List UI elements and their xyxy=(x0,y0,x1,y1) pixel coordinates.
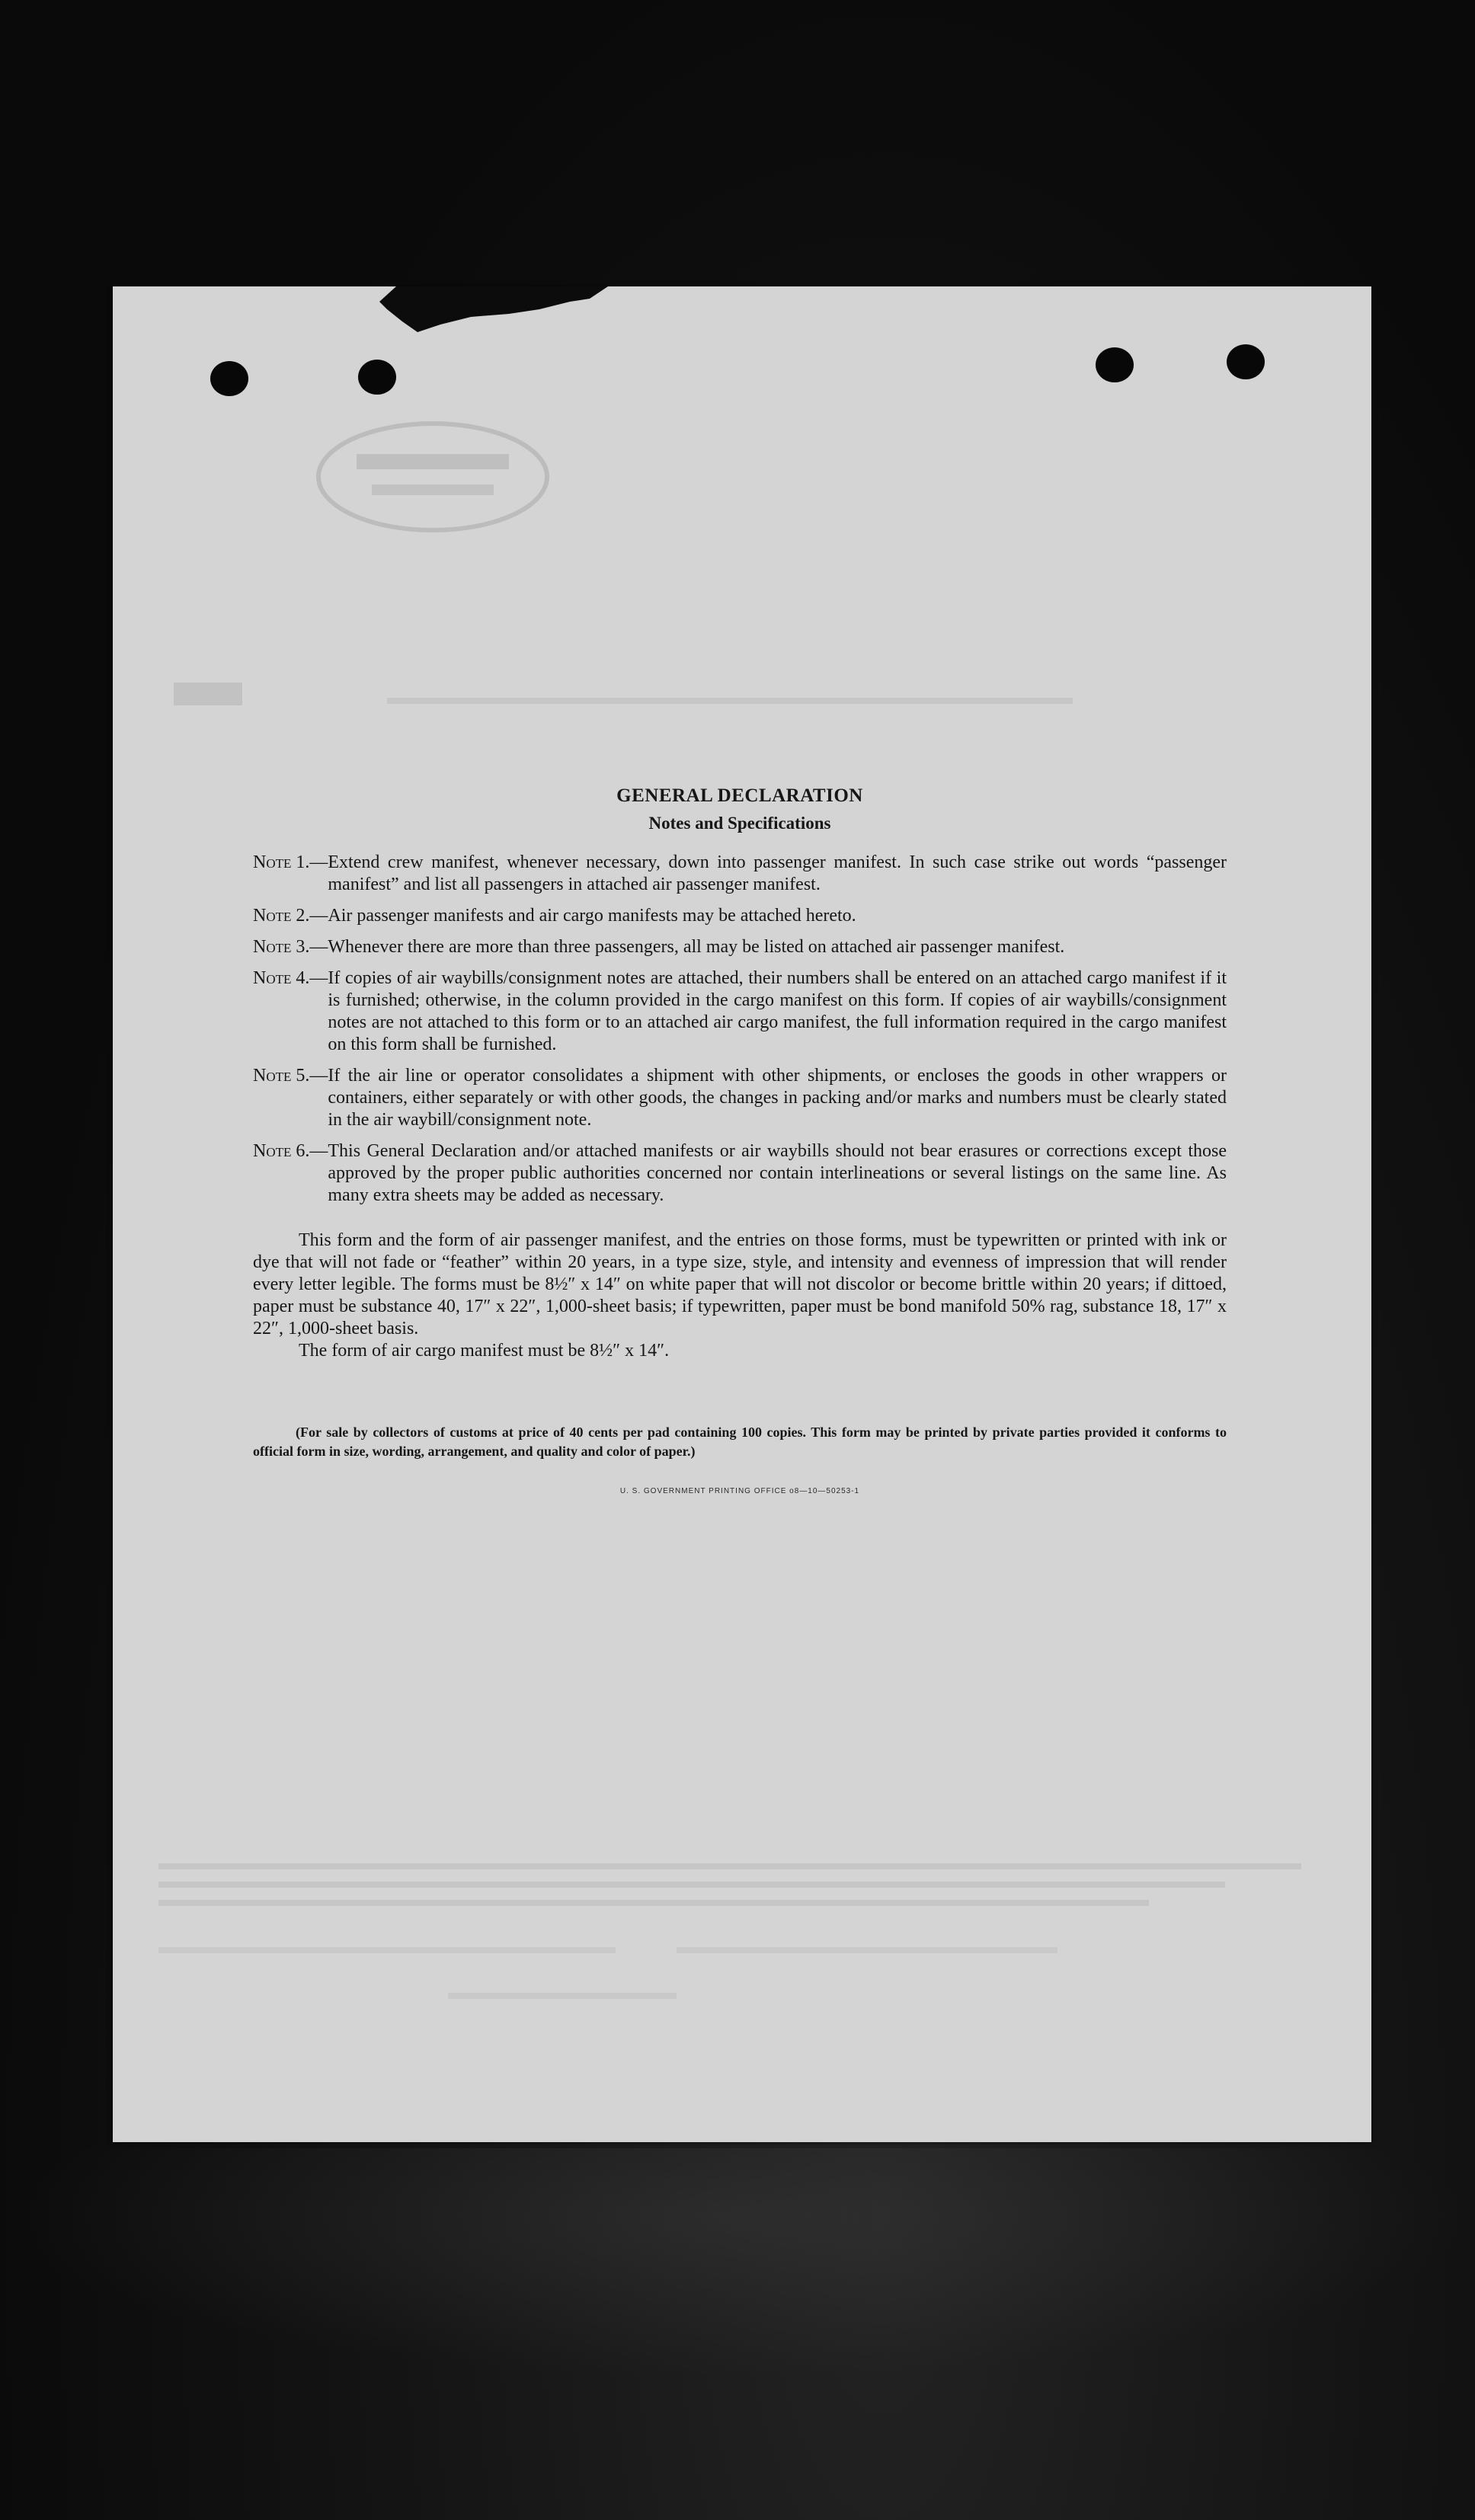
punch-hole xyxy=(1227,344,1265,379)
note-label: Note 4. xyxy=(253,968,310,988)
torn-edge xyxy=(113,286,1371,378)
scan-shadow xyxy=(0,2148,1475,2377)
punch-hole xyxy=(210,361,248,396)
note-dash: — xyxy=(309,852,328,872)
note-text: If the air line or operator consolidates a shipment with other shipments, or encloses the goods in other wrappers or containers, either separately or with other goods, the changes in packing and/or marks and numbers must be clearly stated in the air waybill/consignment note. xyxy=(328,1066,1227,1130)
note-label: Note 2. xyxy=(253,906,310,926)
note-text: Extend crew manifest, whenever necessary, down into passenger manifest. In such case strike out words “passenger manifest” and list all passengers in attached air passenger manifest. xyxy=(328,852,1227,894)
document-body xyxy=(253,782,1227,1495)
note-label: Note 6. xyxy=(253,1141,310,1161)
note-text: Air passenger manifests and air cargo manifests may be attached hereto. xyxy=(328,906,856,926)
note-text: Whenever there are more than three passengers, all may be listed on attached air passenger manifest. xyxy=(328,937,1065,957)
note-1 xyxy=(253,852,1227,896)
note-label: Note 3. xyxy=(253,937,310,957)
document-title: GENERAL DECLARATION xyxy=(616,785,863,806)
note-2 xyxy=(253,905,1227,927)
specification-paragraph: This form and the form of air passenger manifest, and the entries on those forms, must be typewritten or printed with ink or dye that will not fade or “feather” within 20 years, in a type size, style, and intensity and evenness of impression that will render every letter legible. The forms must be 8½″ x 14″ on white paper that will not discolor or become brittle within 20 years; if dittoed, paper must be substance 40, 17″ x 22″, 1,000-sheet basis; if typewritten, paper must be bond manifold 50% rag, substance 18, 17″ x 22″, 1,000-sheet basis. xyxy=(253,1230,1227,1338)
document-page xyxy=(113,286,1371,2142)
punch-hole xyxy=(358,360,396,395)
note-dash: — xyxy=(309,937,328,957)
note-label: Note 5. xyxy=(253,1066,310,1086)
note-text: This General Declaration and/or attached manifests or air waybills should not bear erasures or corrections except those approved by the proper public authorities concerned nor contain interlineations or several listings on the same line. As many extra sheets may be added as necessary. xyxy=(328,1141,1227,1205)
sale-notice: (For sale by collectors of customs at price of 40 cents per pad containing 100 copies. This form may be printed by private parties provided it conforms to official form in size, wording, arrangement, and quality and color of paper.) xyxy=(253,1425,1227,1459)
bleed-through-marks xyxy=(158,667,1301,728)
note-5 xyxy=(253,1065,1227,1131)
note-6 xyxy=(253,1140,1227,1207)
note-dash: — xyxy=(309,1066,328,1086)
bleed-through-marks xyxy=(288,401,578,553)
bleed-through-marks xyxy=(143,1856,1332,2023)
punch-hole xyxy=(1096,347,1134,382)
note-text: If copies of air waybills/consignment notes are attached, their numbers shall be entered on an attached cargo manifest if it is furnished; otherwise, in the column provided in the cargo manifest on this form. If copies of air waybills/consignment notes are not attached to this form or to an attached air cargo manifest, the full information required in the cargo manifest on this form shall be furnished. xyxy=(328,968,1227,1054)
note-dash: — xyxy=(309,968,328,988)
cargo-manifest-size: The form of air cargo manifest must be 8½″ x 14″. xyxy=(299,1341,670,1361)
note-label: Note 1. xyxy=(253,852,310,872)
note-dash: — xyxy=(309,906,328,926)
printer-imprint: U. S. GOVERNMENT PRINTING OFFICE o8—10—50253-1 xyxy=(619,1487,860,1495)
note-4 xyxy=(253,967,1227,1056)
note-dash: — xyxy=(309,1141,328,1161)
note-3 xyxy=(253,936,1227,958)
document-subtitle: Notes and Specifications xyxy=(648,814,831,833)
